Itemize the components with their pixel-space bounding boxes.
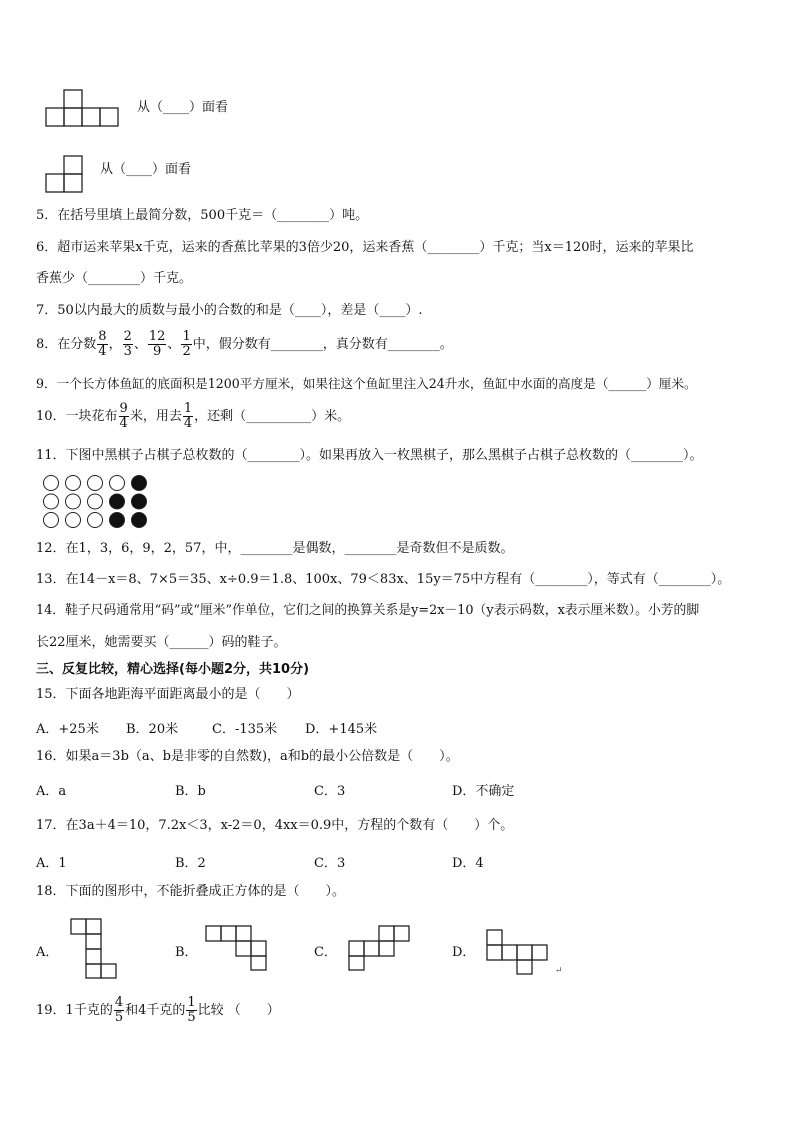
black-chess-piece [132,513,147,528]
q18-net-d [486,928,550,976]
q15-option-d: D．+145米 [305,722,378,737]
white-chess-piece [88,513,103,528]
stray-mark: ↵ [555,966,563,976]
question-9: 9．一个长方体鱼缸的底面积是1200平方厘米，如果往这个鱼缸里注入24升水，鱼缸中水面的高度是（______）厘米。 [36,376,697,391]
q16-option-b: B．b [175,784,206,799]
question-15: 15．下面各地距海平面距离最小的是（ ） [36,687,300,702]
view-a-text: 从（____）面看 [137,100,229,115]
view-figure-2 [44,154,88,196]
q18-net-b [205,924,269,972]
white-chess-piece [44,494,59,509]
question-16: 16．如果a＝3b（a、b是非零的自然数)，a和b的最小公倍数是（ ）。 [36,749,459,764]
question-7: 7．50以内最大的质数与最小的合数的和是（____），差是（____）. [36,303,423,318]
question-8: 8．在分数 $\frac{8}{4}$ ， $\frac{2}{3}$ 、 $\frac{12}{9}$ 、 $\frac{1}{2}$ 中，假分数有________，真分数有________。 [36,329,453,359]
black-chess-piece [110,513,125,528]
white-chess-piece [88,476,103,491]
white-chess-piece [88,494,103,509]
question-11: 11．下图中黑棋子占棋子总枚数的（________）。如果再放入一枚黑棋子，那么黑棋子占棋子总枚数的（________）。 [36,448,703,463]
q18-option-c: C． [314,945,337,960]
question-14-line-1: 14．鞋子尺码通常用“码”或“厘米”作单位，它们之间的换算关系是y=2x－10（y表示码数，x表示厘米数）。小芳的脚 [36,603,700,618]
question-17: 17．在3a＋4＝10，7.2x＜3，x-2＝0，4xx＝0.9中，方程的个数有（ ）个。 [36,818,514,833]
question-19: 19．1千克的 $\frac{4}{5}$ 和4千克的 $\frac{1}{5}$ 比较 （ ） [36,995,280,1025]
question-10: 10．一块花布 $\frac{9}{4}$ 米，用去 $\frac{1}{4}$ ，还剩（__________）米。 [36,401,351,431]
black-chess-piece [132,494,147,509]
q15-option-c: C．-135米 [212,722,278,737]
q18-option-d: D． [452,945,476,960]
q17-option-b: B．2 [175,856,206,871]
question-18: 18．下面的图形中，不能折叠成正方体的是（ ）。 [36,884,346,899]
q18-option-b: B． [175,945,198,960]
question-13: 13．在14－x＝8、7×5＝35、x÷0.9＝1.8、100x、79＜83x、15y＝75中方程有（________），等式有（________）。 [36,572,731,587]
question-5: 5．在括号里填上最简分数，500千克＝（________）吨。 [36,208,369,223]
q17-option-c: C．3 [314,856,346,871]
q18-option-a: A． [36,945,59,960]
fraction: $\frac{4}{5}$ [114,995,124,1025]
q17-option-a: A．1 [36,856,67,871]
fraction: $\frac{1}{2}$ [182,329,191,359]
fraction: $\frac{12}{9}$ [148,329,166,359]
white-chess-piece [44,513,59,528]
question-6-line-1: 6．超市运来苹果x千克，运来的香蕉比苹果的3倍少20，运来香蕉（________）千克；当x＝120时，运来的苹果比 [36,240,694,255]
q18-net-a [70,918,120,980]
fraction: $\frac{9}{4}$ [119,401,128,431]
section-3-heading: 三、反复比较，精心选择(每小题2分，共10分) [36,662,310,677]
question-14-line-2: 长22厘米，她需要买（______）码的鞋子。 [36,635,287,650]
fraction: $\frac{1}{5}$ [187,995,196,1025]
q16-option-c: C．3 [314,784,346,799]
view-b-text: 从（____）面看 [100,162,192,177]
white-chess-piece [44,476,59,491]
chess-pieces-figure [42,474,154,530]
fraction: $\frac{1}{4}$ [183,401,193,431]
q17-option-d: D．4 [452,856,484,871]
q15-option-a: A．+25米 [36,722,99,737]
white-chess-piece [66,513,81,528]
fraction: $\frac{8}{4}$ [98,329,107,359]
q15-option-b: B．20米 [126,722,179,737]
q18-net-c [348,924,412,972]
view-figure-1 [44,88,124,130]
question-6-line-2: 香蕉少（________）千克。 [36,271,193,286]
white-chess-piece [66,476,81,491]
black-chess-piece [110,494,125,509]
black-chess-piece [132,476,147,491]
fraction: $\frac{2}{3}$ [123,329,132,359]
q8-suffix: 中，假分数有________，真分数有________。 [192,337,453,352]
q8-prefix: 8．在分数 [36,337,97,352]
question-12: 12．在1，3，6，9，2，57，中，________是偶数，________是奇数但不是质数。 [36,541,514,556]
q16-option-a: A．a [36,784,67,799]
q16-option-d: D．不确定 [452,784,515,799]
white-chess-piece [66,494,81,509]
white-chess-piece [110,476,125,491]
